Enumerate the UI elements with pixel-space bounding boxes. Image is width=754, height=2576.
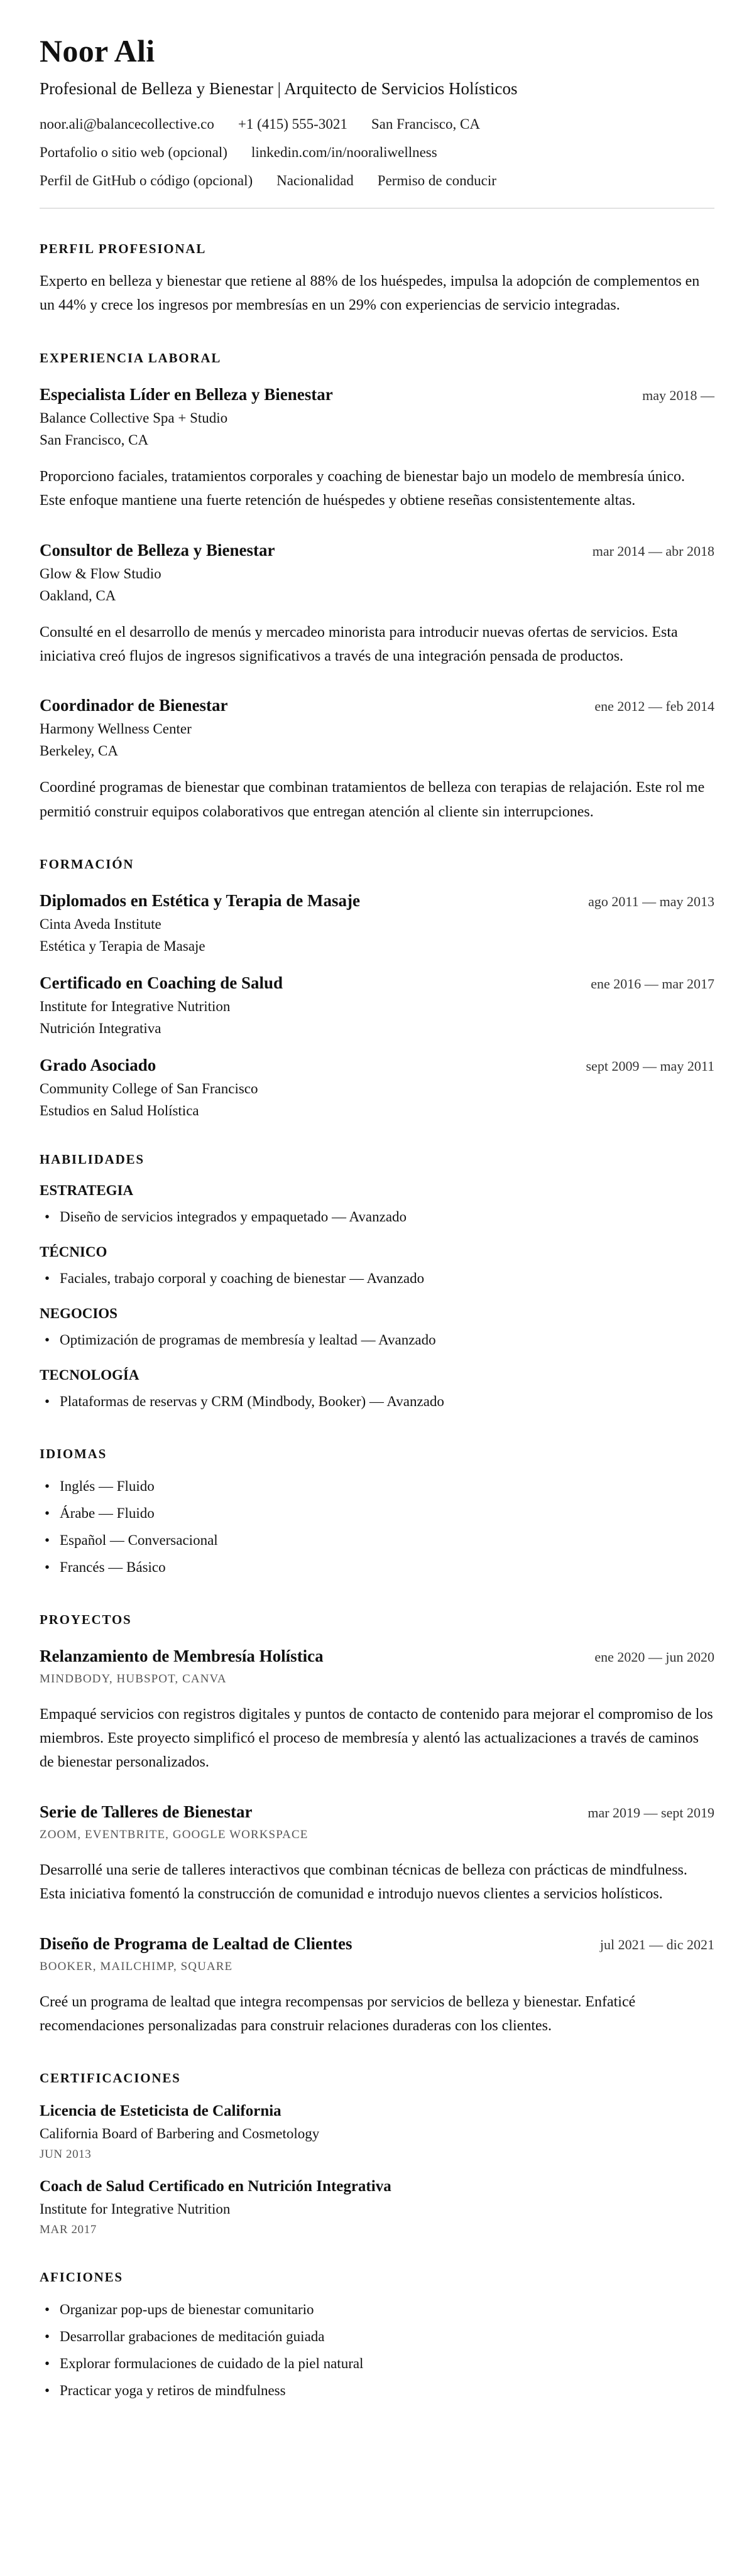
- contact-portfolio: Portafolio o sitio web (opcional): [40, 144, 227, 160]
- section-languages: [40, 1446, 714, 1579]
- education-field: Estudios en Salud Holística: [40, 1103, 199, 1119]
- job-entry: [40, 541, 714, 669]
- contact-phone: +1 (415) 555-3021: [238, 116, 347, 132]
- project-header: [40, 1802, 714, 1822]
- profile-heading: PERFIL PROFESIONAL: [40, 241, 207, 256]
- section-experience: [40, 350, 714, 824]
- contact-nationality: Nacionalidad: [276, 173, 354, 188]
- project-description: Creé un programa de lealtad que integra recompensas por servicios de belleza y bienestar. Enfaticé recomendaciones personalizadas para construir relaciones duraderas con los clientes.: [40, 1993, 636, 2034]
- education-entry: [40, 1056, 714, 1119]
- job-description: Consulté en el desarrollo de menús y mercadeo minorista para introducir nuevas ofertas de servicios. Esta iniciativa creó flujos de ingresos significativos a través de una integración pensada de productos.: [40, 624, 678, 664]
- job-header: [40, 696, 714, 715]
- project-title: Relanzamiento de Membresía Holística: [40, 1646, 324, 1665]
- hobby-item: • Organizar pop-ups de bienestar comunitario: [40, 2298, 714, 2322]
- skill-group: [40, 1244, 714, 1291]
- project-entry: [40, 1934, 714, 2038]
- skill-group: [40, 1306, 714, 1352]
- experience-heading: EXPERIENCIA LABORAL: [40, 350, 222, 365]
- contact-github: Perfil de GitHub o código (opcional): [40, 173, 253, 188]
- project-entry: [40, 1647, 714, 1775]
- section-certifications: [40, 2070, 714, 2237]
- skill-group-name: TÉCNICO: [40, 1244, 107, 1260]
- job-entry: [40, 385, 714, 513]
- project-dates: ene 2020 — jun 2020: [594, 1648, 714, 1665]
- skill-list: [40, 1267, 714, 1291]
- project-entry: [40, 1802, 714, 1907]
- job-company: Harmony Wellness Center: [40, 721, 192, 737]
- job-location: San Francisco, CA: [40, 431, 149, 448]
- education-school: Community College of San Francisco: [40, 1081, 258, 1097]
- language-item: • Inglés — Fluido: [40, 1475, 714, 1498]
- project-dates: jul 2021 — dic 2021: [599, 1936, 714, 1952]
- project-description: Desarrollé una serie de talleres interactivos que combinan técnicas de belleza con prácticas de mindfulness. Esta iniciativa fomentó la construcción de comunidad e introdujo nuevos clientes a servicios holísticos.: [40, 1861, 687, 1903]
- job-dates: may 2018 —: [642, 387, 714, 403]
- project-header: [40, 1934, 714, 1954]
- education-degree: Grado Asociado: [40, 1056, 156, 1075]
- education-field: Nutrición Integrativa: [40, 1020, 161, 1037]
- job-header: [40, 385, 714, 404]
- skills-heading: HABILIDADES: [40, 1152, 145, 1167]
- certifications-heading: CERTIFICACIONES: [40, 2070, 181, 2086]
- skill-item: • Plataformas de reservas y CRM (Mindbody, Booker) — Avanzado: [40, 1390, 714, 1414]
- job-entry: [40, 696, 714, 824]
- certification-issuer: California Board of Barbering and Cosmetology: [40, 2126, 320, 2142]
- certification-title: Coach de Salud Certificado en Nutrición Integrativa: [40, 2178, 391, 2195]
- project-tools: BOOKER, MAILCHIMP, SQUARE: [40, 1959, 233, 1973]
- education-field: Estética y Terapia de Masaje: [40, 938, 205, 955]
- job-description: Coordiné programas de bienestar que combinan tratamientos de belleza con terapias de relajación. Este rol me permitió construir equipos colaborativos que entregan atención al cliente sin interrupciones.: [40, 779, 705, 820]
- skill-list: [40, 1390, 714, 1414]
- skill-group-name: NEGOCIOS: [40, 1306, 117, 1321]
- job-title: Coordinador de Bienestar: [40, 696, 228, 715]
- education-dates: ene 2016 — mar 2017: [591, 976, 714, 992]
- skill-list: [40, 1205, 714, 1229]
- job-company: Glow & Flow Studio: [40, 565, 161, 582]
- contact-email: noor.ali@balancecollective.co: [40, 116, 214, 132]
- education-header: [40, 891, 714, 911]
- skill-list: [40, 1328, 714, 1352]
- resume-header: [40, 33, 714, 208]
- contact-location: San Francisco, CA: [371, 116, 480, 132]
- project-dates: mar 2019 — sept 2019: [587, 1804, 714, 1821]
- education-school: Institute for Integrative Nutrition: [40, 998, 231, 1015]
- languages-heading: IDIOMAS: [40, 1446, 107, 1461]
- certification-entry: [40, 2178, 714, 2237]
- skill-group-name: ESTRATEGIA: [40, 1182, 134, 1199]
- certification-date: MAR 2017: [40, 2223, 97, 2237]
- education-header: [40, 1056, 714, 1075]
- job-location: Berkeley, CA: [40, 743, 118, 759]
- education-entry: [40, 891, 714, 955]
- certification-entry: [40, 2102, 714, 2162]
- language-item: • Español — Conversacional: [40, 1529, 714, 1552]
- education-dates: sept 2009 — may 2011: [586, 1058, 714, 1074]
- job-company: Balance Collective Spa + Studio: [40, 409, 228, 426]
- projects-heading: PROYECTOS: [40, 1611, 132, 1627]
- job-location: Oakland, CA: [40, 587, 116, 603]
- skill-group-name: TECNOLOGÍA: [40, 1366, 139, 1383]
- contact-row-2: [40, 144, 714, 161]
- education-entry: [40, 973, 714, 1037]
- section-profile: [40, 241, 714, 318]
- job-description: Proporciono faciales, tratamientos corporales y coaching de bienestar bajo un modelo de membresía único. Este enfoque mantiene una fuerte retención de huéspedes y obtiene reseñas consistentemente altas.: [40, 468, 685, 509]
- hobby-item: • Desarrollar grabaciones de meditación guiada: [40, 2325, 714, 2349]
- contact-linkedin: linkedin.com/in/nooraliwellness: [251, 144, 437, 160]
- education-header: [40, 973, 714, 993]
- certification-issuer: Institute for Integrative Nutrition: [40, 2201, 231, 2217]
- section-skills: [40, 1152, 714, 1414]
- hobby-item: • Explorar formulaciones de cuidado de la piel natural: [40, 2352, 714, 2376]
- project-title: Diseño de Programa de Lealtad de Clientes: [40, 1934, 352, 1953]
- person-name: Noor Ali: [40, 33, 155, 68]
- education-school: Cinta Aveda Institute: [40, 916, 161, 933]
- job-dates: mar 2014 — abr 2018: [592, 543, 714, 559]
- language-item: • Francés — Básico: [40, 1556, 714, 1579]
- section-education: [40, 857, 714, 1119]
- project-tools: MINDBODY, HUBSPOT, CANVA: [40, 1672, 227, 1686]
- job-title: Especialista Líder en Belleza y Bienestar: [40, 384, 333, 404]
- skill-item: • Diseño de servicios integrados y empaquetado — Avanzado: [40, 1205, 714, 1229]
- education-degree: Certificado en Coaching de Salud: [40, 973, 283, 993]
- person-tagline: Profesional de Belleza y Bienestar | Arquitecto de Servicios Holísticos: [40, 79, 518, 98]
- project-description: Empaqué servicios con registros digitales y puntos de contacto de contenido para mejorar el compromiso de los miembros. Este proyecto simplificó el proceso de membresía y alentó las actualizaciones a través de caminos de bienestar personalizados.: [40, 1706, 713, 1771]
- skill-group: [40, 1182, 714, 1229]
- certification-title: Licencia de Esteticista de California: [40, 2102, 281, 2120]
- hobby-list: [40, 2298, 714, 2403]
- contact-row-3: [40, 173, 714, 189]
- job-header: [40, 541, 714, 560]
- hobbies-heading: AFICIONES: [40, 2270, 123, 2285]
- skill-item: • Faciales, trabajo corporal y coaching de bienestar — Avanzado: [40, 1267, 714, 1291]
- education-heading: FORMACIÓN: [40, 857, 134, 872]
- job-title: Consultor de Belleza y Bienestar: [40, 540, 275, 560]
- project-header: [40, 1647, 714, 1666]
- language-item: • Árabe — Fluido: [40, 1502, 714, 1525]
- profile-summary: Experto en belleza y bienestar que retiene al 88% de los huéspedes, impulsa la adopción de complementos en un 44% y crece los ingresos por membresías en un 29% con experiencias de servicio integradas.: [40, 273, 700, 314]
- language-list: [40, 1475, 714, 1579]
- section-hobbies: [40, 2270, 714, 2403]
- project-tools: ZOOM, EVENTBRITE, GOOGLE WORKSPACE: [40, 1827, 309, 1841]
- education-degree: Diplomados en Estética y Terapia de Masaje: [40, 891, 360, 911]
- contact-driving-permit: Permiso de conducir: [377, 173, 496, 188]
- certification-date: JUN 2013: [40, 2148, 92, 2162]
- contact-row-1: [40, 116, 714, 133]
- education-dates: ago 2011 — may 2013: [588, 894, 714, 910]
- section-projects: [40, 1612, 714, 2038]
- skill-item: • Optimización de programas de membresía y lealtad — Avanzado: [40, 1328, 714, 1352]
- hobby-item: • Practicar yoga y retiros de mindfulness: [40, 2379, 714, 2403]
- project-title: Serie de Talleres de Bienestar: [40, 1802, 253, 1821]
- job-dates: ene 2012 — feb 2014: [594, 698, 714, 715]
- skill-group: [40, 1367, 714, 1414]
